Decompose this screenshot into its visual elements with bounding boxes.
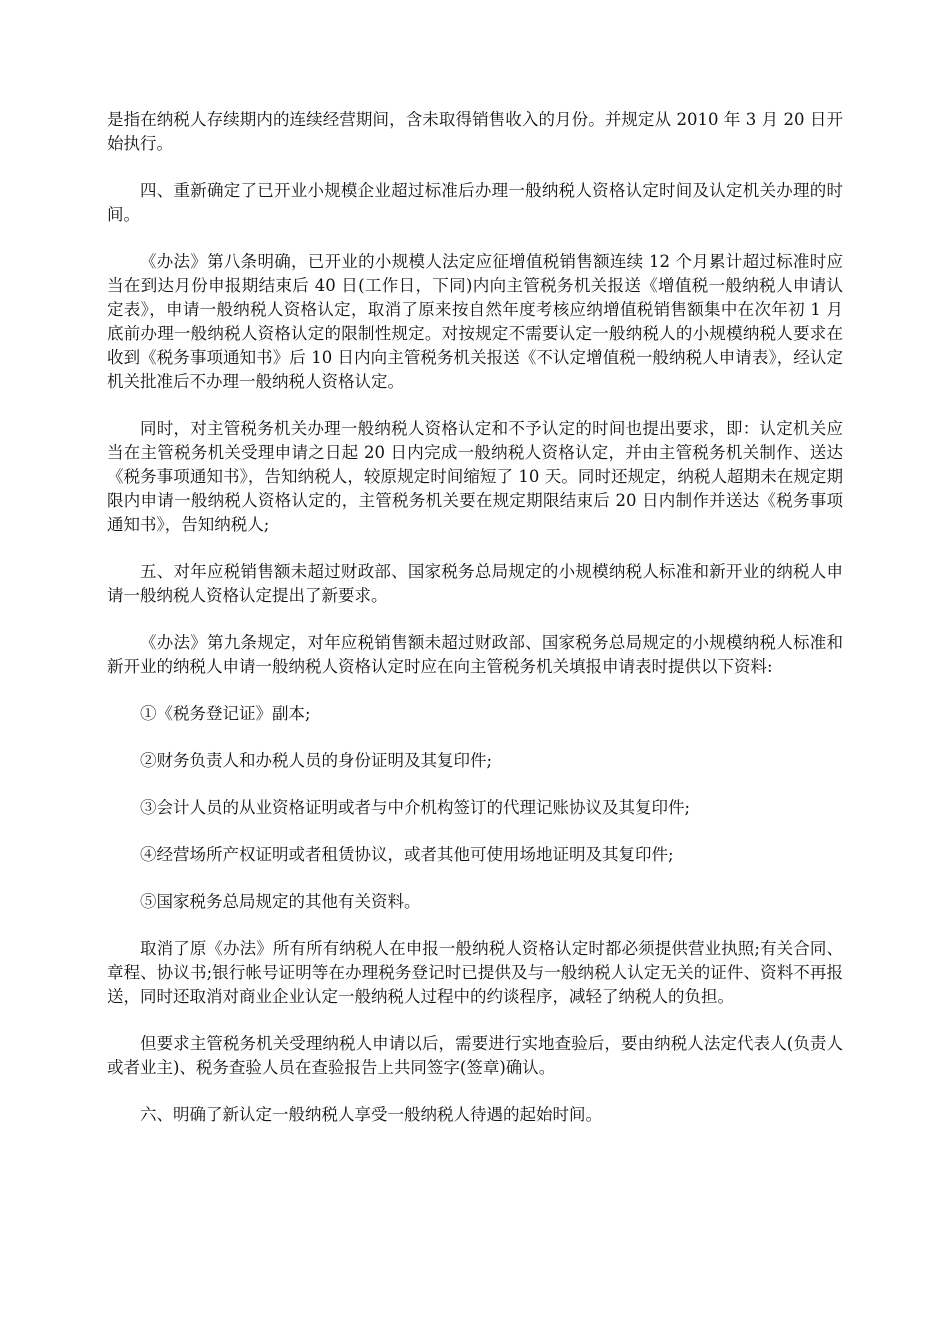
paragraph-cancelled-requirements: 取消了原《办法》所有所有纳税人在申报一般纳税人资格认定时都必须提供营业执照;有关合同、章程、协议书;银行帐号证明等在办理税务登记时已提供及与一般纳税人认定无关的证件、资料不再报送，同时还取消对商业企业认定一般纳税人过程中的约谈程序，减轻了纳税人的负担。 <box>107 939 843 1006</box>
paragraph-section-five-heading: 五、对年应税销售额未超过财政部、国家税务总局规定的小规模纳税人标准和新开业的纳税人申请一般纳税人资格认定提出了新要求。 <box>107 562 843 605</box>
paragraph-site-inspection: 但要求主管税务机关受理纳税人申请以后，需要进行实地查验后，要由纳税人法定代表人(负责人或者业主)、税务查验人员在查验报告上共同签字(签章)确认。 <box>107 1034 843 1077</box>
paragraph-section-six-heading: 六、明确了新认定一般纳税人享受一般纳税人待遇的起始时间。 <box>140 1105 602 1124</box>
paragraph-section-four-heading: 四、重新确定了已开业小规模企业超过标准后办理一般纳税人资格认定时间及认定机关办理的时间。 <box>107 181 843 224</box>
paragraph-time-requirements: 同时，对主管税务机关办理一般纳税人资格认定和不予认定的时间也提出要求，即：认定机关应当在主管税务机关受理申请之日起 20 日内完成一般纳税人资格认定，并由主管税务机关制作、送达《税务事项通知书》，告知纳税人，较原规定时间缩短了 10 天。同时还规定，纳税人超期未在规定期限内申请一般纳税人资格认定的，主管税务机关要在规定期限结束后 20 日内制作并送达《税务事项通知书》，告知纳税人; <box>107 419 843 534</box>
list-item-tax-registration: ①《税务登记证》副本; <box>140 704 311 723</box>
list-item-other-materials: ⑤国家税务总局规定的其他有关资料。 <box>140 892 421 911</box>
paragraph-continuation: 是指在纳税人存续期内的连续经营期间，含未取得销售收入的月份。并规定从 2010 年 3 月 20 日开始执行。 <box>107 110 843 153</box>
list-item-identity-proof: ②财务负责人和办税人员的身份证明及其复印件; <box>140 751 493 770</box>
paragraph-article-eight: 《办法》第八条明确，已开业的小规模人法定应征增值税销售额连续 12 个月累计超过标准时应当在到达月份申报期结束后 40 日(工作日，下同)内向主管税务机关报送《增值税一般纳税人申请认定表》，申请一般纳税人资格认定，取消了原来按自然年度考核应纳增值税销售额集中在次年初 1 月底前办理一般纳税人资格认定的限制性规定。对按规定不需要认定一般纳税人的小规模纳税人要求在收到《税务事项通知书》后 10 日内向主管税务机关报送《不认定增值税一般纳税人申请表》，经认定机关批准后不办理一般纳税人资格认定。 <box>107 252 843 391</box>
paragraph-article-nine: 《办法》第九条规定，对年应税销售额未超过财政部、国家税务总局规定的小规模纳税人标准和新开业的纳税人申请一般纳税人资格认定时应在向主管税务机关填报申请表时提供以下资料: <box>107 633 843 676</box>
list-item-accountant-qualification: ③会计人员的从业资格证明或者与中介机构签订的代理记账协议及其复印件; <box>140 798 691 817</box>
list-item-premises-proof: ④经营场所产权证明或者租赁协议，或者其他可使用场地证明及其复印件; <box>140 845 674 864</box>
document-page <box>107 108 843 1150</box>
